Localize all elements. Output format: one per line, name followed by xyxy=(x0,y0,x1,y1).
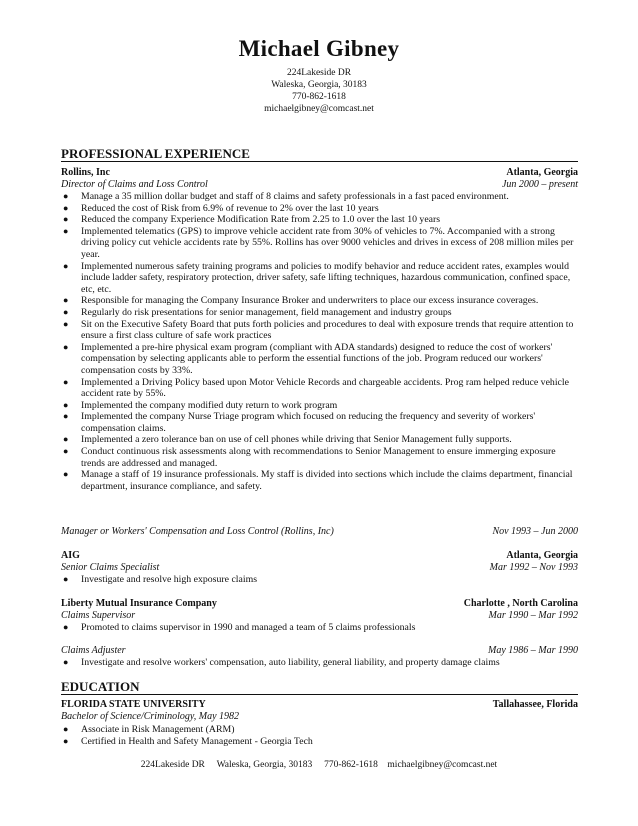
company-name: Liberty Mutual Insurance Company xyxy=(61,598,217,609)
bullet-icon: ● xyxy=(63,376,69,387)
bullet-icon: ● xyxy=(63,399,69,410)
company-name: AIG xyxy=(61,550,80,561)
bullet-icon: ● xyxy=(63,657,69,667)
phone-number: 770-862-1618 xyxy=(292,92,346,102)
company-name: Rollins, Inc xyxy=(61,167,110,178)
list-item: ● Associate in Risk Management (ARM) xyxy=(63,724,235,735)
job-location: Atlanta, Georgia xyxy=(506,550,578,561)
bullet-icon: ● xyxy=(63,735,69,746)
school-name: FLORIDA STATE UNIVERSITY xyxy=(61,699,206,710)
job-title: Manager or Workers' Compensation and Loss Control (Rollins, Inc) xyxy=(61,526,334,537)
list-item: ● Responsible for managing the Company Insurance Broker and underwriters to place our excess insurance coverages. xyxy=(63,295,539,307)
bullet-icon: ● xyxy=(63,318,69,329)
list-item: ● Implemented the company Nurse Triage program which focused on reducing the frequency and severity of workers' compensation claims. xyxy=(63,411,536,434)
list-item: ● Manage a staff of 19 insurance professionals. My staff is divided into sections which include the claims department, financial department, insurance compliance, and safety. xyxy=(63,469,573,492)
job-location: Atlanta, Georgia xyxy=(506,167,578,178)
candidate-name: Michael Gibney xyxy=(238,36,400,61)
job-title: Claims Adjuster xyxy=(61,645,126,656)
job-dates: Mar 1990 – Mar 1992 xyxy=(488,610,578,621)
list-item: ● Implemented a Driving Policy based upon Motor Vehicle Records and chargeable accidents. Prog ram helped reduce vehicle accident rate by 55%. xyxy=(63,376,569,400)
section-title-education: EDUCATION xyxy=(61,680,578,695)
liberty-bullets xyxy=(61,622,576,634)
list-item: ● Reduced the company Experience Modification Rate from 2.25 to 1.0 over the last 10 years xyxy=(63,214,441,226)
bullet-icon: ● xyxy=(63,214,69,225)
aig-bullets xyxy=(61,574,576,586)
list-item: ● Implemented the company modified duty return to work program xyxy=(63,399,338,411)
section-title-experience: PROFESSIONAL EXPERIENCE xyxy=(61,147,578,162)
city-state-zip: Waleska, Georgia, 30183 xyxy=(271,80,367,90)
list-item: ● Reduced the cost of Risk from 6.9% of revenue to 2% over the last 10 years xyxy=(63,202,379,214)
job-dates: Nov 1993 – Jun 2000 xyxy=(492,526,578,537)
job-dates: Jun 2000 – present xyxy=(501,179,578,190)
liberty-adjuster-bullets xyxy=(61,657,576,669)
bullet-icon: ● xyxy=(63,574,69,584)
job-title: Senior Claims Specialist xyxy=(61,562,160,573)
list-item: ● Implemented telematics (GPS) to improve vehicle accident rate from 30% of vehicles to 7%. Accompanied with a strong driving policy cut vehicle accidents rate by 55%. Rollins has over 9000 vehicles and drives in excess of 208 million miles per year. xyxy=(63,225,574,260)
bullet-icon: ● xyxy=(63,295,69,306)
bullet-icon: ● xyxy=(63,434,69,445)
list-item: ● Investigate and resolve high exposure claims xyxy=(63,574,258,585)
list-item: ● Certified in Health and Safety Management - Georgia Tech xyxy=(63,735,313,747)
bullet-icon: ● xyxy=(63,411,69,422)
bullet-icon: ● xyxy=(63,306,69,317)
bullet-icon: ● xyxy=(63,724,69,734)
bullet-icon: ● xyxy=(63,446,69,457)
job-dates: May 1986 – Mar 1990 xyxy=(488,645,578,656)
job-title: Director of Claims and Loss Control xyxy=(61,179,208,190)
bullet-icon: ● xyxy=(63,622,69,632)
list-item: ● Investigate and resolve workers' compensation, auto liability, general liability, and property damage claims xyxy=(63,657,500,668)
list-item: ● Regularly do risk presentations for senior management, field management and industry groups xyxy=(63,306,452,318)
page-footer: 224Lakeside DR Waleska, Georgia, 30183 770-862-1618 michaelgibney@comcast.net xyxy=(140,760,498,770)
street-address: 224Lakeside DR xyxy=(286,68,352,78)
list-item: ● Implemented a zero tolerance ban on use of cell phones while driving that Senior Management fully supports. xyxy=(63,434,512,446)
degree: Bachelor of Science/Criminology, May 1982 xyxy=(61,711,240,722)
list-item: ● Conduct continuous risk assessments along with recommendations to Senior Management to ensure immerging exposure trends are addressed and managed. xyxy=(63,446,556,469)
bullet-icon: ● xyxy=(63,202,69,213)
education-bullets xyxy=(61,724,576,747)
bullet-icon: ● xyxy=(63,260,69,271)
list-item: ● Promoted to claims supervisor in 1990 and managed a team of 5 claims professionals xyxy=(63,622,416,633)
list-item: ● Sit on the Executive Safety Board that puts forth policies and procedures to deal with exposure trends that require attention to ensure a first class culture of safe work practices xyxy=(63,318,574,342)
job-dates: Mar 1992 – Nov 1993 xyxy=(489,562,578,573)
bullet-icon: ● xyxy=(63,191,69,201)
email-address[interactable]: michaelgibney@comcast.net xyxy=(264,104,374,114)
school-location: Tallahassee, Florida xyxy=(492,699,578,710)
list-item: ● Manage a 35 million dollar budget and staff of 8 claims and safety professionals in a fast paced environment. xyxy=(63,191,509,202)
list-item: ● Implemented numerous safety training programs and policies to modify behavior and reduce accident rates, examples would include ladder safety, respiratory protection, driver safety, safe lifting techniques, hazardous communication, confined space, etc, etc. xyxy=(63,260,571,295)
bullet-icon: ● xyxy=(63,225,69,236)
job-location: Charlotte , North Carolina xyxy=(463,598,578,609)
list-item: ● Implemented a pre-hire physical exam program (compliant with ADA standards) designed to reduce the cost of workers' compensation by selecting applicants able to perform the essential functions of the job. Program reduced our workers' compensation costs by 33%. xyxy=(63,341,553,376)
job-title: Claims Supervisor xyxy=(61,610,136,621)
rollins-bullets xyxy=(61,191,576,492)
bullet-icon: ● xyxy=(63,469,69,480)
bullet-icon: ● xyxy=(63,341,69,352)
